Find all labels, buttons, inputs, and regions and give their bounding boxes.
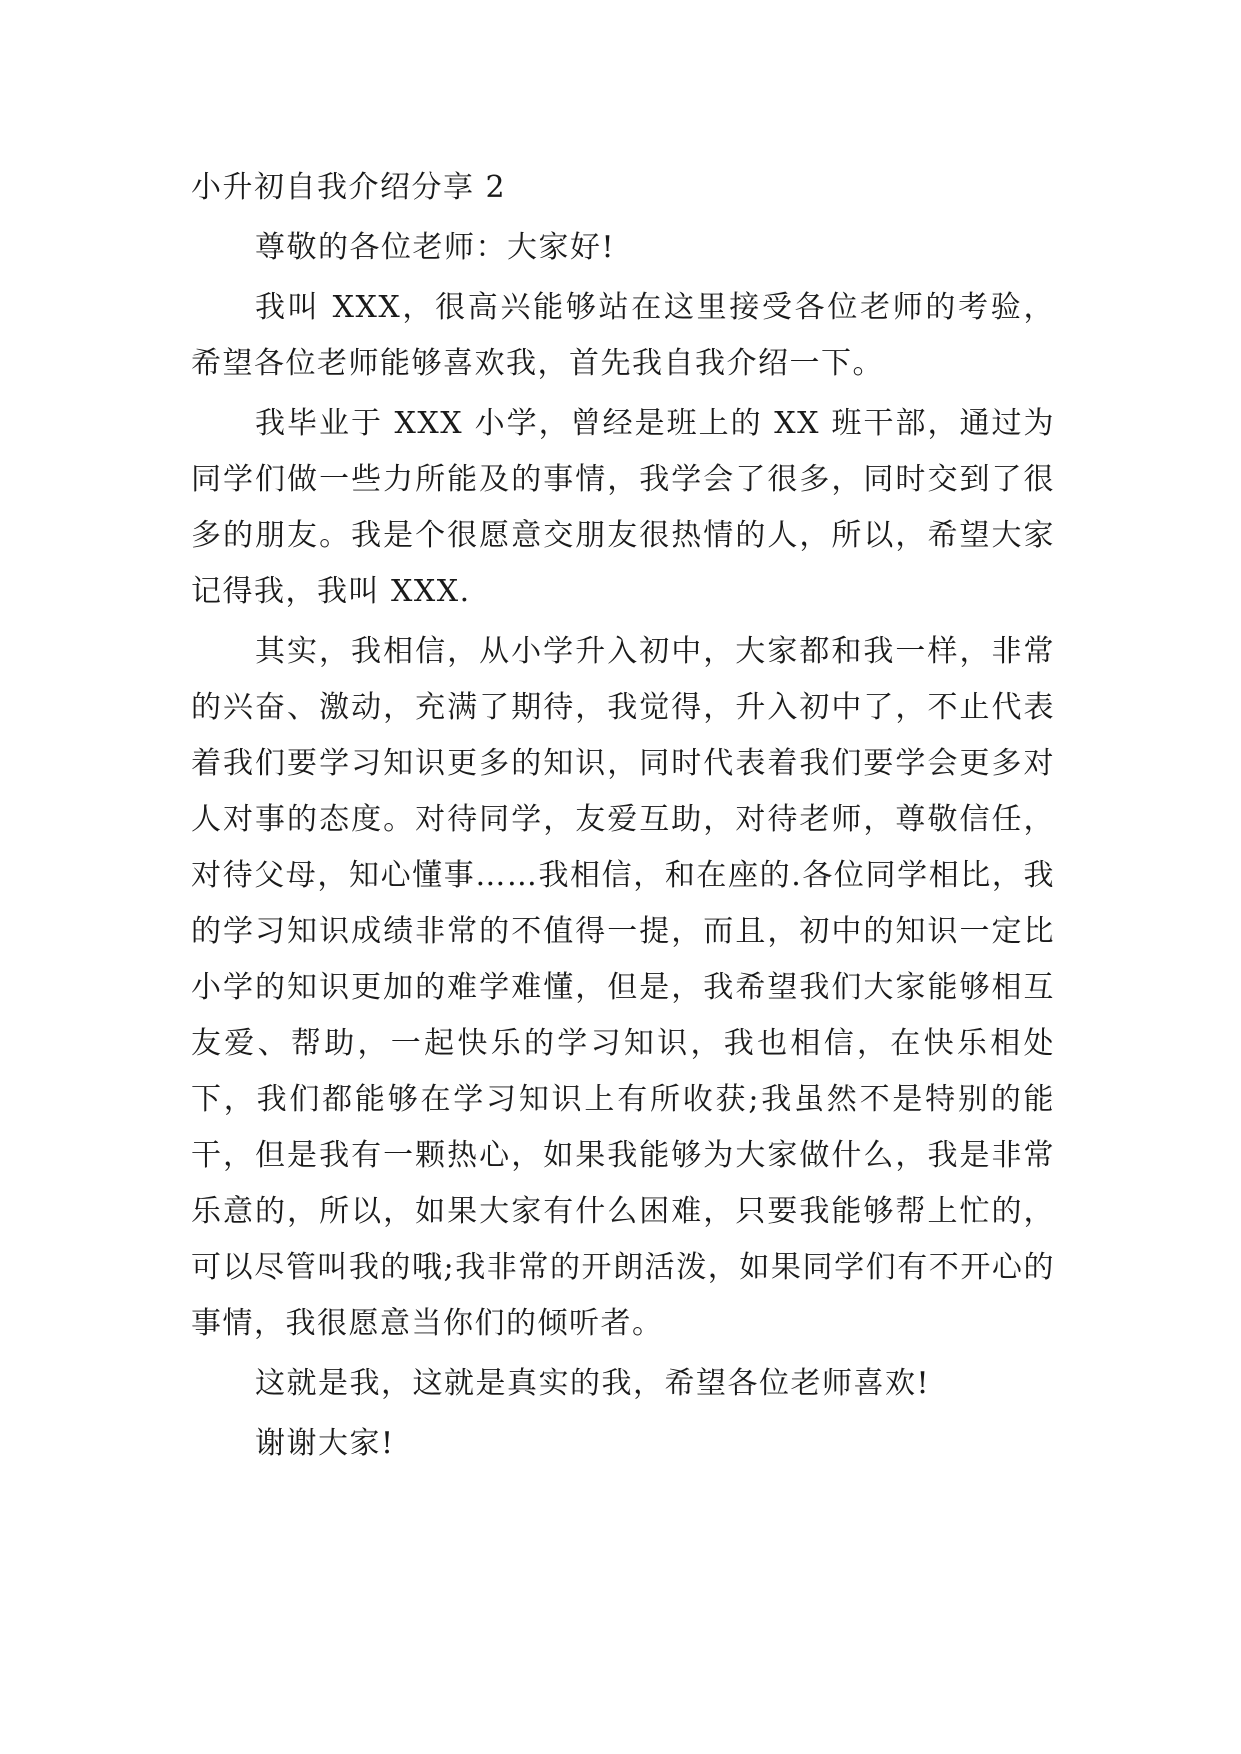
thanks-paragraph: 谢谢大家! [255, 1426, 395, 1461]
greeting-paragraph: 尊敬的各位老师：大家好! [255, 230, 616, 265]
document-body [191, 160, 1055, 1476]
intro-paragraph: 我叫 XXX，很高兴能够站在这里接受各位老师的考验，希望各位老师能够喜欢我，首先我自我介绍一下。 [191, 290, 1055, 381]
closing-paragraph: 这就是我，这就是真实的我，希望各位老师喜欢! [255, 1366, 931, 1401]
school-paragraph: 我毕业于 XXX 小学，曾经是班上的 XX 班干部，通过为同学们做一些力所能及的事情，我学会了很多，同时交到了很多的朋友。我是个很愿意交朋友很热情的人，所以，希望大家记得我，我叫 XXX. [191, 406, 1055, 609]
expectation-paragraph: 其实，我相信，从小学升入初中，大家都和我一样，非常的兴奋、激动，充满了期待，我觉得，升入初中了，不止代表着我们要学习知识更多的知识，同时代表着我们要学会更多对人对事的态度。对待同学，友爱互助，对待老师，尊敬信任，对待父母，知心懂事……我相信，和在座的.各位同学相比，我的学习知识成绩非常的不值得一提，而且，初中的知识一定比小学的知识更加的难学难懂，但是，我希望我们大家能够相互友爱、帮助，一起快乐的学习知识，我也相信，在快乐相处下，我们都能够在学习知识上有所收获;我虽然不是特别的能干，但是我有一颗热心，如果我能够为大家做什么，我是非常乐意的，所以，如果大家有什么困难，只要我能够帮上忙的，可以尽管叫我的哦;我非常的开朗活泼，如果同学们有不开心的事情，我很愿意当你们的倾听者。 [191, 634, 1055, 1341]
document-title: 小升初自我介绍分享 2 [191, 170, 507, 205]
